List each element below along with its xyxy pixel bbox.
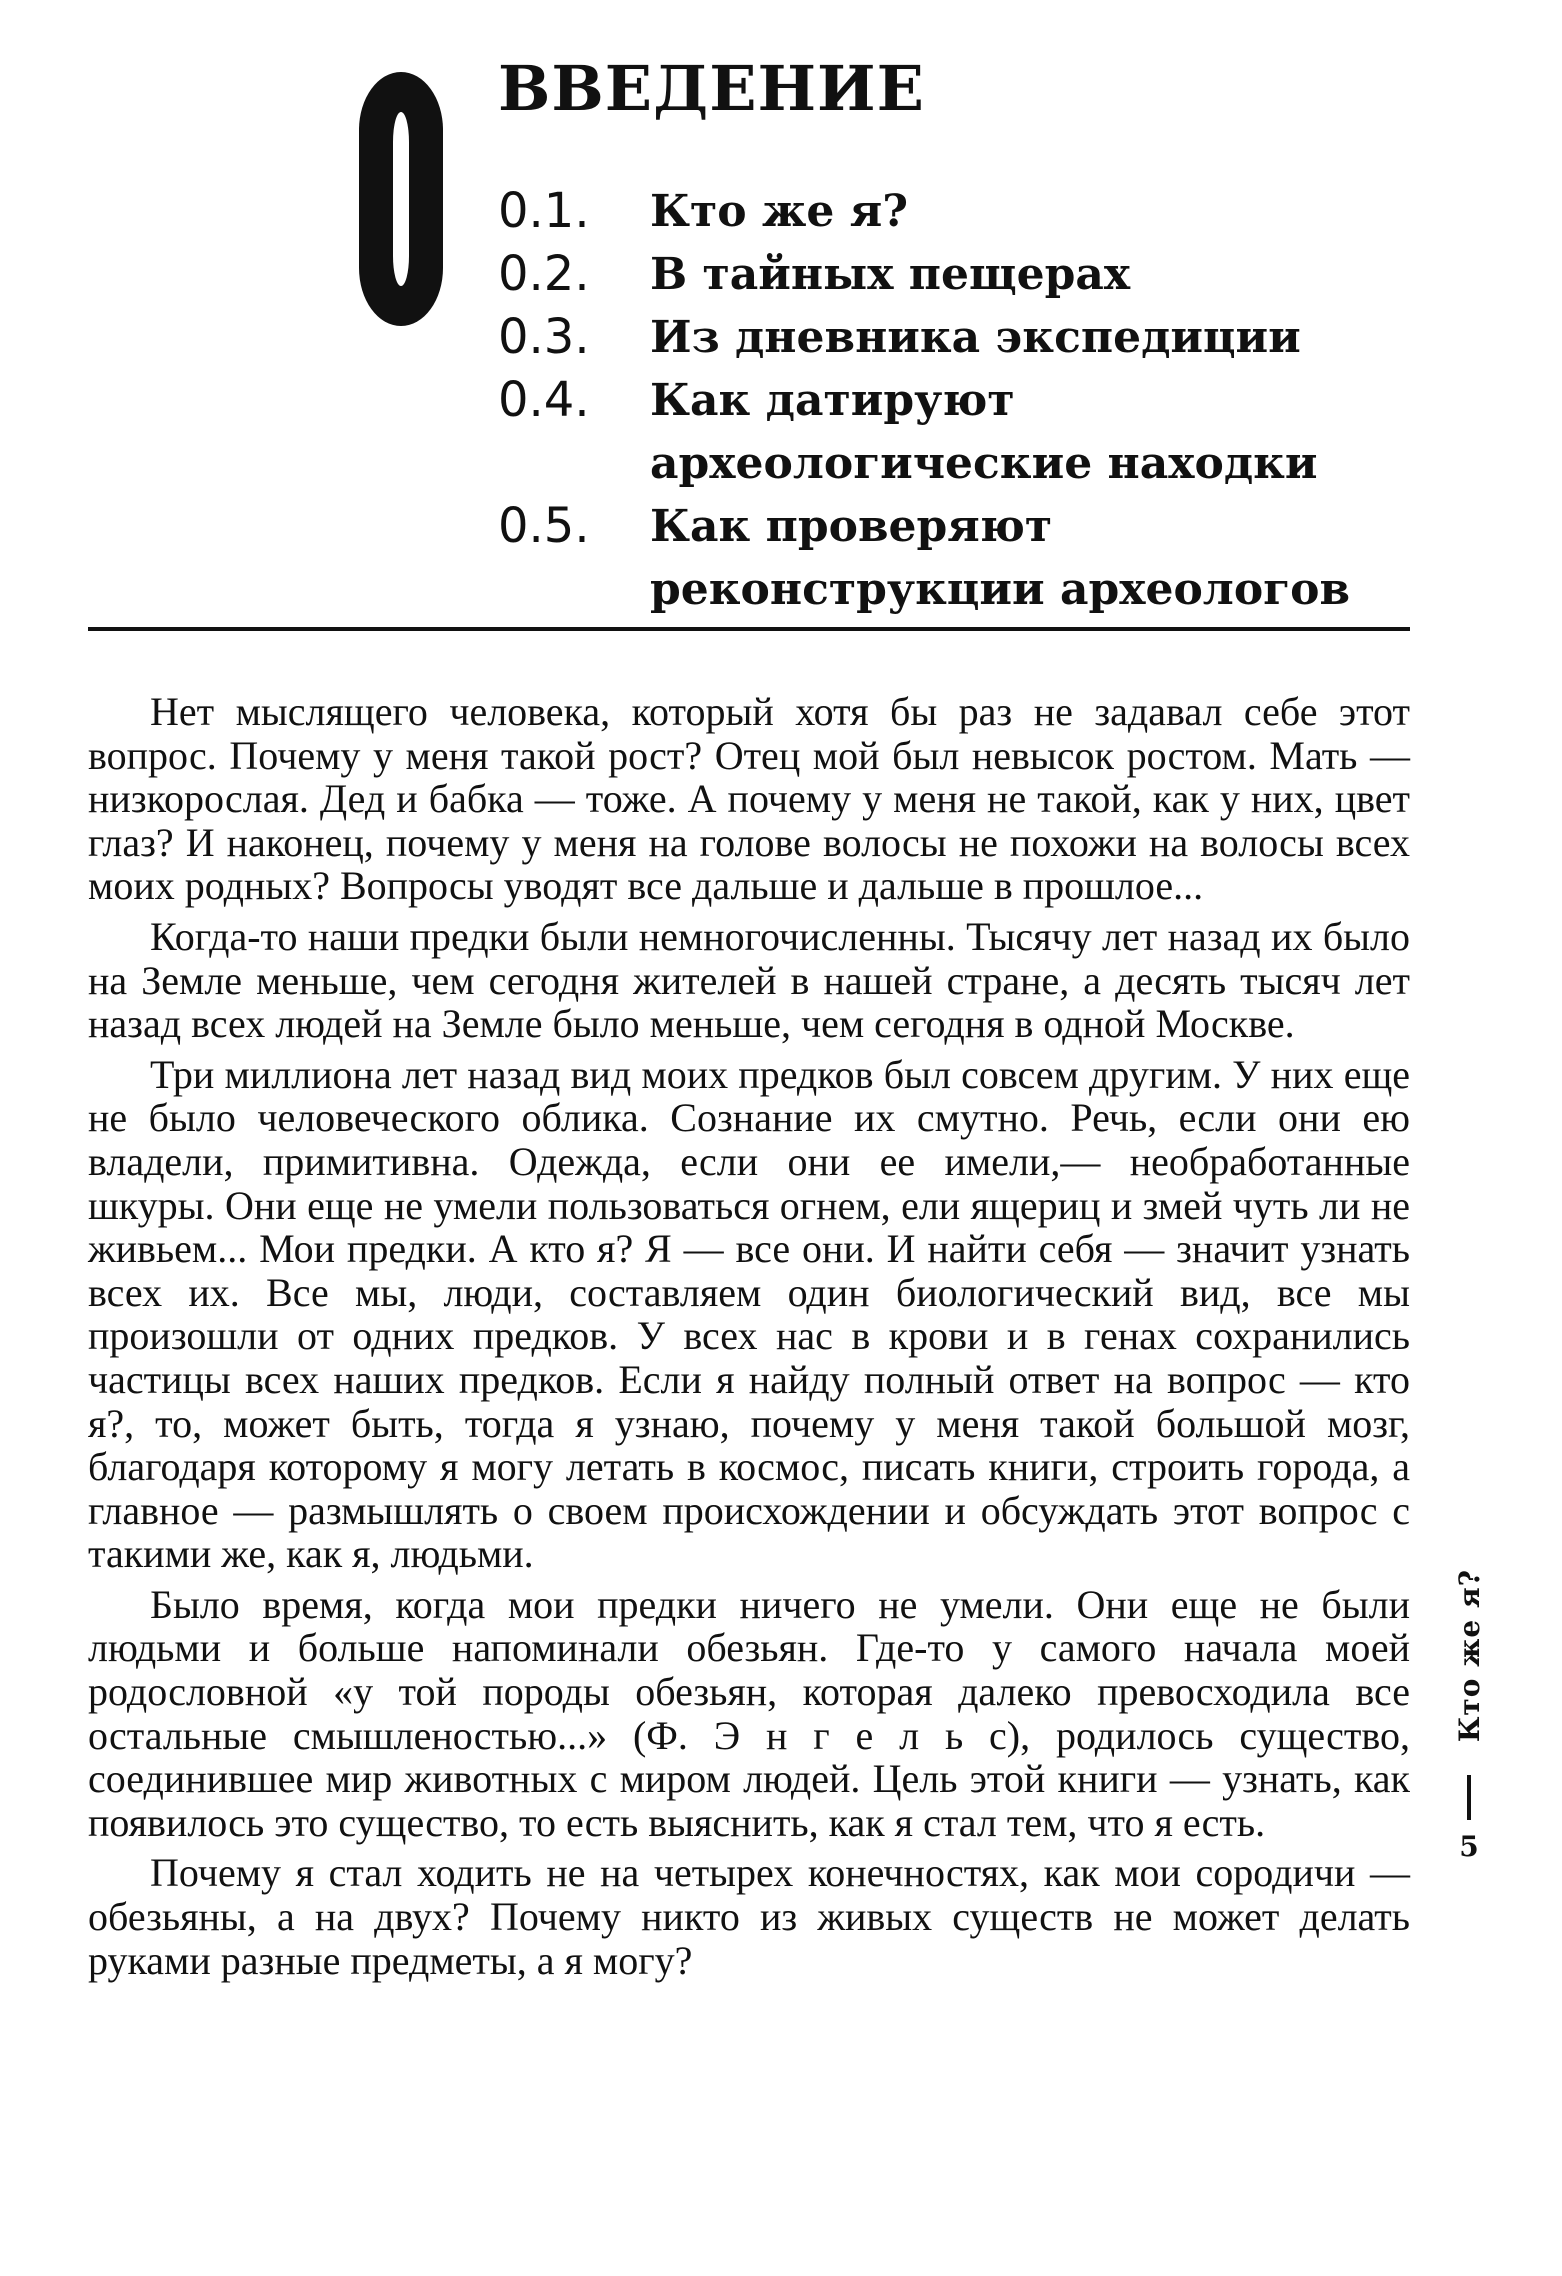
toc-item-title: Как датируют археологические находки — [650, 375, 1318, 489]
toc-item-number: 0.3. — [498, 309, 590, 365]
toc-item-title: Кто же я? — [650, 186, 908, 237]
toc-item-number: 0.5. — [498, 498, 590, 554]
running-head-text: Кто же я? — [1453, 1568, 1487, 1742]
running-head-divider — [1467, 1775, 1471, 1820]
paragraph: Было время, когда мои предки ничего не умели. Они еще не были людьми и больше напоминали обезьян. Где-то у самого начала моей родословной «у той породы обезьян, которая далеко превосходила все остальные смышленостью...» (Ф. Э н г е л ь с), родилось существо, соединившее мир животных с миром людей. Цель этой книги — узнать, как появилось это существо, то есть выяснить, как я стал тем, что я есть. — [88, 1581, 1410, 1845]
toc-item-number: 0.1. — [498, 183, 590, 239]
toc-item[interactable] — [498, 180, 1458, 243]
toc-item-number: 0.2. — [498, 246, 590, 302]
toc-item[interactable] — [498, 243, 1458, 306]
divider — [88, 627, 1410, 631]
toc-item[interactable] — [498, 306, 1458, 369]
toc-item[interactable] — [498, 369, 1458, 495]
toc-item-number: 0.4. — [498, 372, 590, 428]
chapter-number — [355, 68, 447, 330]
paragraph: Когда-то наши предки были немногочисленны. Тысячу лет назад их было на Земле меньше, чем сегодня жителей в нашей стране, а десять тысяч лет назад всех людей на Земле было меньше, чем сегодня в одной Москве. — [88, 913, 1410, 1047]
chapter-number-glyph — [355, 68, 447, 330]
toc-item-title: Из дневника экспедиции — [650, 312, 1301, 363]
toc-item-title: Как проверяют реконструкции археологов — [650, 501, 1351, 615]
paragraph: Нет мыслящего человека, который хотя бы раз не задавал себе этот вопрос. Почему у меня такой рост? Отец мой был невысок ростом. Мать — низкорослая. Дед и бабка — тоже. А почему у меня не такой, как у них, цвет глаз? И наконец, почему у меня на голове волосы не похожи на волосы всех моих родных? Вопросы уводят все дальше и дальше в прошлое... — [88, 689, 1410, 909]
paragraph: Три миллиона лет назад вид моих предков был совсем другим. У них еще не было человеческого облика. Сознание их смутно. Речь, если они ею владели, примитивна. Одежда, если они ее имели,— необработанные шкуры. Они еще не умели пользоваться огнем, ели ящериц и змей чуть ли не живьем... Мои предки. А кто я? Я — все они. И найти себя — значит узнать всех их. Все мы, люди, составляем один биологический вид, все мы произошли от одних предков. У всех нас в крови и в генах сохранились частицы всех наших предков. Если я найду полный ответ на вопрос — кто я?, то, может быть, тогда я узнаю, почему у меня такой большой мозг, благодаря которому я могу летать в космос, писать книги, строить города, а главное — размышлять о своем происхождении и обсуждать этот вопрос с такими же, как я, людьми. — [88, 1051, 1410, 1577]
table-of-contents — [498, 180, 1458, 621]
toc-item[interactable] — [498, 495, 1458, 621]
paragraph: Почему я стал ходить не на четырех конечностях, как мои сородичи — обезьяны, а на двух? Почему никто из живых существ не может делать руками разные предметы, а я могу? — [88, 1850, 1410, 1983]
body-text — [88, 690, 1410, 1989]
toc-item-title: В тайных пещерах — [650, 249, 1131, 300]
running-head — [1440, 1530, 1500, 1780]
chapter-title: ВВЕДЕНИЕ — [498, 52, 925, 125]
page-number: 5 — [1459, 1830, 1479, 1863]
